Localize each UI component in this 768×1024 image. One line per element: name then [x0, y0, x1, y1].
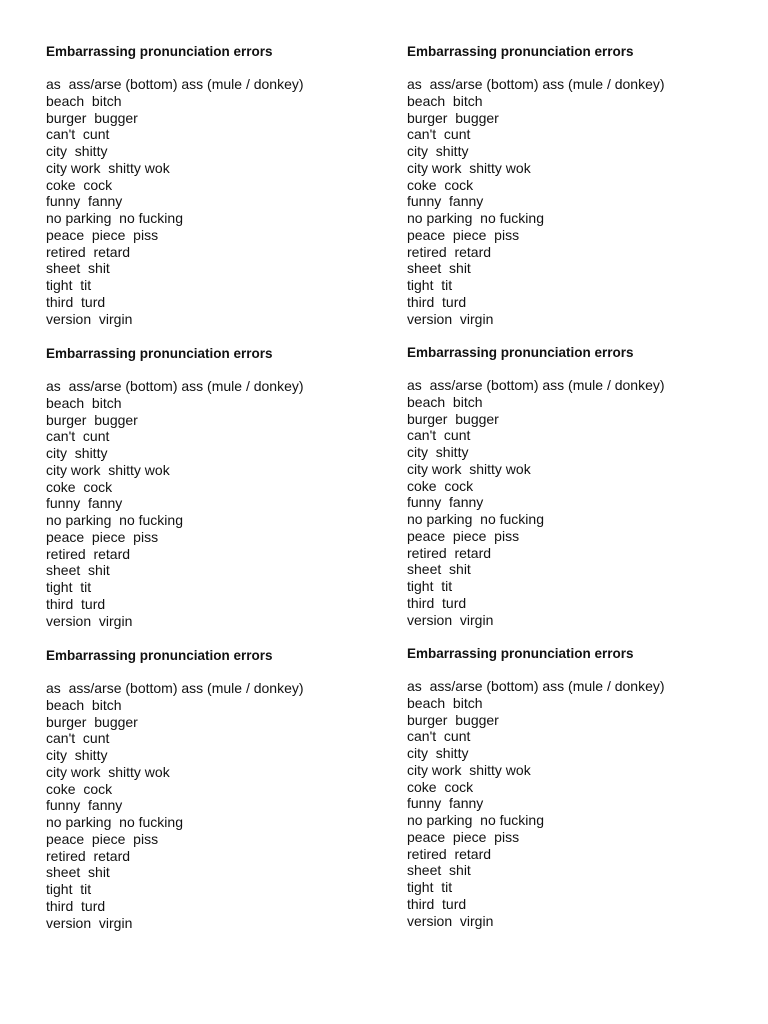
- word-pair-line: funny fanny: [407, 795, 484, 812]
- word-pair-line: as ass/arse (bottom) ass (mule / donkey): [407, 377, 665, 393]
- word-pair-line: no parking no fucking: [407, 511, 544, 527]
- word-pair-line: as ass/arse (bottom) ass (mule / donkey): [407, 76, 665, 92]
- word-pair-line: sheet shit: [46, 864, 110, 881]
- word-pair-line: beach bitch: [407, 694, 483, 711]
- handout-block: [407, 43, 747, 327]
- word-pair-line: retired retard: [407, 845, 492, 862]
- word-pair-line: funny fanny: [46, 193, 123, 210]
- word-pair-line: city work shitty wok: [407, 460, 531, 477]
- word-pair-line: retired retard: [407, 544, 492, 561]
- word-pair-line: tight tit: [407, 879, 453, 895]
- word-pair-line: tight tit: [46, 277, 92, 293]
- word-pair-line: city shitty: [407, 143, 469, 159]
- word-pair-line: peace piece piss: [46, 226, 159, 243]
- word-pair-line: version virgin: [407, 310, 494, 327]
- handout-title: Embarrassing pronunciation errors: [46, 648, 273, 663]
- word-pair-line: burger bugger: [46, 713, 138, 730]
- word-pair-line: third turd: [46, 595, 106, 612]
- word-pair-line: beach bitch: [46, 92, 122, 109]
- handout-title: Embarrassing pronunciation errors: [407, 646, 634, 661]
- word-pair-line: beach bitch: [407, 393, 483, 410]
- handout-title: Embarrassing pronunciation errors: [46, 44, 273, 59]
- word-pair-line: funny fanny: [46, 495, 123, 512]
- word-pair-line: sheet shit: [407, 260, 471, 277]
- word-pair-line: funny fanny: [407, 494, 484, 511]
- word-pair-line: burger bugger: [46, 109, 138, 126]
- word-pair-line: city work shitty wok: [407, 159, 531, 176]
- word-pair-line: funny fanny: [46, 797, 123, 814]
- handout-title: Embarrassing pronunciation errors: [407, 345, 634, 360]
- word-pair-line: coke cock: [407, 176, 474, 193]
- word-pair-line: burger bugger: [407, 109, 499, 126]
- handout-title: Embarrassing pronunciation errors: [46, 346, 273, 361]
- word-pair-line: can't cunt: [407, 728, 471, 745]
- word-pair-line: tight tit: [407, 277, 453, 293]
- word-pair-line: can't cunt: [46, 730, 110, 747]
- word-pair-line: retired retard: [46, 847, 131, 864]
- word-pair-line: tight tit: [46, 579, 92, 595]
- word-pair-line: can't cunt: [407, 126, 471, 143]
- word-pair-line: as ass/arse (bottom) ass (mule / donkey): [407, 678, 665, 694]
- word-pair-line: sheet shit: [46, 260, 110, 277]
- word-pair-line: city shitty: [46, 747, 108, 763]
- handout-block: [46, 647, 386, 931]
- word-pair-line: can't cunt: [407, 427, 471, 444]
- word-pair-line: tight tit: [46, 881, 92, 897]
- word-pair-line: third turd: [46, 897, 106, 914]
- word-pair-line: peace piece piss: [46, 830, 159, 847]
- word-pair-line: version virgin: [407, 611, 494, 628]
- word-pair-line: beach bitch: [407, 92, 483, 109]
- word-pair-line: no parking no fucking: [46, 210, 183, 226]
- word-pair-line: version virgin: [46, 914, 133, 931]
- handout-block: [46, 345, 386, 629]
- word-pair-line: tight tit: [407, 578, 453, 594]
- word-pair-line: no parking no fucking: [407, 210, 544, 226]
- handout-title: Embarrassing pronunciation errors: [407, 44, 634, 59]
- word-pair-line: retired retard: [46, 243, 131, 260]
- word-pair-line: city shitty: [46, 143, 108, 159]
- word-pair-line: peace piece piss: [46, 528, 159, 545]
- word-pair-line: sheet shit: [407, 561, 471, 578]
- word-pair-line: city shitty: [46, 445, 108, 461]
- word-pair-line: city work shitty wok: [46, 763, 170, 780]
- word-pair-line: peace piece piss: [407, 828, 520, 845]
- word-pair-line: sheet shit: [46, 562, 110, 579]
- word-pair-line: third turd: [407, 594, 467, 611]
- word-pair-line: as ass/arse (bottom) ass (mule / donkey): [46, 378, 304, 394]
- handout-block: [407, 645, 747, 929]
- handout-block: [46, 43, 386, 327]
- word-pair-line: version virgin: [46, 612, 133, 629]
- word-pair-line: funny fanny: [407, 193, 484, 210]
- word-pair-line: city shitty: [407, 444, 469, 460]
- word-pair-line: third turd: [46, 293, 106, 310]
- word-pair-line: as ass/arse (bottom) ass (mule / donkey): [46, 76, 304, 92]
- word-pair-line: can't cunt: [46, 126, 110, 143]
- word-pair-line: coke cock: [46, 780, 113, 797]
- handout-block: [407, 344, 747, 628]
- word-pair-line: no parking no fucking: [407, 812, 544, 828]
- word-pair-line: city work shitty wok: [46, 159, 170, 176]
- word-pair-line: third turd: [407, 895, 467, 912]
- word-pair-line: peace piece piss: [407, 226, 520, 243]
- word-pair-line: burger bugger: [407, 410, 499, 427]
- word-pair-line: coke cock: [46, 478, 113, 495]
- word-pair-line: version virgin: [46, 310, 133, 327]
- word-pair-line: no parking no fucking: [46, 512, 183, 528]
- word-pair-line: no parking no fucking: [46, 814, 183, 830]
- word-pair-line: retired retard: [46, 545, 131, 562]
- word-pair-line: version virgin: [407, 912, 494, 929]
- word-pair-line: sheet shit: [407, 862, 471, 879]
- word-pair-line: city work shitty wok: [407, 761, 531, 778]
- word-pair-line: peace piece piss: [407, 527, 520, 544]
- word-pair-line: coke cock: [46, 176, 113, 193]
- word-pair-line: beach bitch: [46, 696, 122, 713]
- word-pair-line: can't cunt: [46, 428, 110, 445]
- word-pair-line: third turd: [407, 293, 467, 310]
- word-pair-line: city shitty: [407, 745, 469, 761]
- word-pair-line: coke cock: [407, 778, 474, 795]
- word-pair-line: as ass/arse (bottom) ass (mule / donkey): [46, 680, 304, 696]
- word-pair-line: burger bugger: [46, 411, 138, 428]
- word-pair-line: beach bitch: [46, 394, 122, 411]
- word-pair-line: coke cock: [407, 477, 474, 494]
- word-pair-line: burger bugger: [407, 711, 499, 728]
- word-pair-line: retired retard: [407, 243, 492, 260]
- word-pair-line: city work shitty wok: [46, 461, 170, 478]
